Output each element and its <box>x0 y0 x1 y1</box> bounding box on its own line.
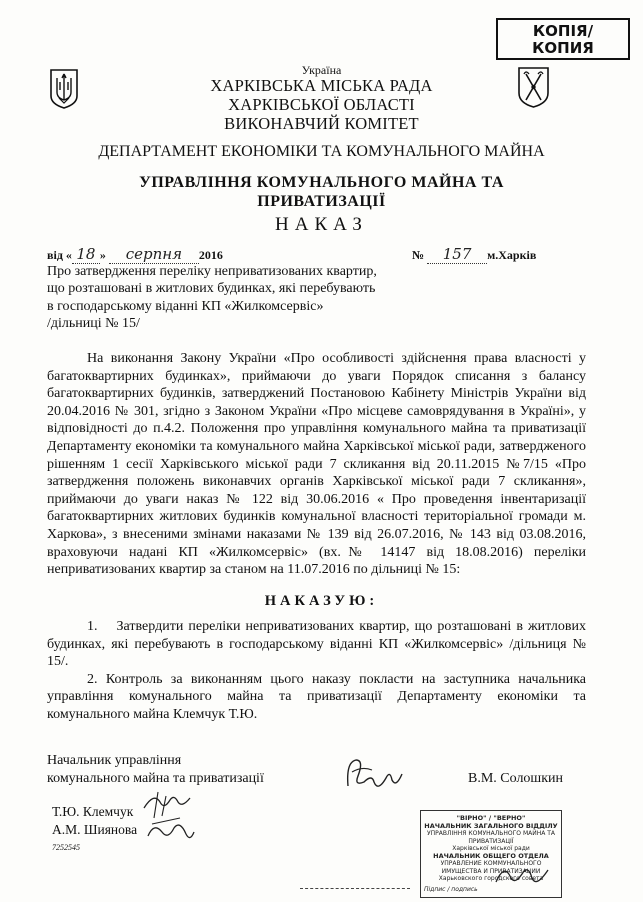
subject-line: що розташовані в житлових будинках, які перебувають <box>47 281 376 297</box>
preamble-paragraph: На виконання Закону України «Про особливості здійснення права власності у багатоквартирних будинках», приймаючи до уваги Порядок списання з балансу багатоквартирних будинків, затверджений Постановою Кабінету Міністрів України від 20.04.2016 № 301, згідно з Законом України «Про місцеве самоврядування в Україні», у відповідності до п.4.2. Положення про управління комунального майна та приватизації Департаменту економіки та комунального майна Харківської міської ради, затвердженого рішенням 1 сесії Харківського міської ради 7 скликання від 20.11.2015 №7/15 «Про затвердження положень виконавчих органів Харківської міської ради 7 скликання», приймаючи до уваги наказ № 122 від 30.06.2016 « Про проведення інвентаризації багатоквартирних житлових будинків комунальної власності територіальної громади м. Харкова», з внесеними змінами наказами № 139 від 26.07.2016, № 143 від 03.08.2016, враховуючи надані КП «Жилкомсервіс» (вх.№ 14147 від 18.08.2016) переліки неприватизованих квартир за станом на 11.07.2016 по дільниці № 15: <box>47 351 586 578</box>
date-mid: » <box>99 248 106 262</box>
director-signature <box>342 752 406 796</box>
signatory-title <box>47 752 264 788</box>
stamp-line: "ВІРНО" / "ВЕРНО" <box>456 814 526 822</box>
number-value: 157 <box>427 245 487 264</box>
order-items <box>47 618 586 724</box>
order-item: 2. Контроль за виконанням цього наказу покласти на заступника начальника управління комунального майна та приватизації Департаменту економіки та комунального майна Клемчук Т.Ю. <box>47 671 586 722</box>
signatory-title-line: Начальник управління <box>47 753 182 768</box>
approval-name: А.М. Шиянова <box>52 822 138 837</box>
directorate-name: УПРАВЛІННЯ КОМУНАЛЬНОГО МАЙНА ТА ПРИВАТИЗАЦІЇ <box>139 174 504 210</box>
council-name <box>0 76 643 133</box>
department-name: ДЕПАРТАМЕНТ ЕКОНОМІКИ ТА КОМУНАЛЬНОГО МАЙНА <box>98 143 545 160</box>
order-heading: НАКАЗУЮ: <box>264 593 379 609</box>
subject-line: Про затвердження переліку неприватизованих квартир, <box>47 264 377 279</box>
document-number <box>412 245 536 264</box>
date-year: 2016 <box>198 248 223 262</box>
stamp-line: НАЧАЛЬНИК ЗАГАЛЬНОГО ВІДДІЛУ <box>424 821 558 830</box>
council-line: ХАРКІВСЬКА МІСЬКА РАДА <box>210 76 433 95</box>
stamp-line: Підпис / подпись <box>424 885 478 893</box>
signatory-name: В.М. Солошкин <box>468 771 563 786</box>
date-day: 18 <box>72 245 100 264</box>
stamp-line: УПРАВЛЕНИЕ КОММУНАЛЬНОГО ИМУЩЕСТВА И ПРИВАТИЗАЦИИ <box>440 860 542 875</box>
approvals <box>52 803 137 839</box>
divider <box>300 888 410 889</box>
document-date <box>47 245 223 264</box>
document-subject <box>47 263 377 332</box>
copy-stamp <box>496 18 630 60</box>
number-prefix: № <box>412 248 425 262</box>
council-line: ХАРКІВСЬКОЇ ОБЛАСТІ <box>228 95 415 114</box>
date-month: серпня <box>109 245 199 264</box>
stamp-signature <box>492 860 552 892</box>
registry-number: 7252545 <box>52 843 80 852</box>
subject-line: /дільниці № 15/ <box>47 315 140 331</box>
stamp-line: УПРАВЛІННЯ КОМУНАЛЬНОГО МАЙНА ТА ПРИВАТИЗАЦІЇ <box>426 830 556 845</box>
date-prefix: від « <box>47 248 72 262</box>
council-line: ВИКОНАВЧИЙ КОМІТЕТ <box>224 114 419 133</box>
stamp-line: Харьковского городского совета <box>438 875 544 882</box>
copy-stamp-line2: КОПИЯ <box>532 39 594 57</box>
order-item: 1. Затвердити переліки неприватизованих квартир, що розташовані в житлових будинках, які перебувають в господарському віданні КП «Жилкомсервіс» /дільниця № 15/. <box>47 619 586 670</box>
approval-signatures <box>140 788 198 850</box>
country-name: Україна <box>301 63 342 77</box>
signatory-title-line: комунального майна та приватизації <box>47 771 264 786</box>
copy-stamp-line1: КОПІЯ/ <box>532 22 594 40</box>
approval-name: Т.Ю. Клемчук <box>52 804 134 819</box>
stamp-line: НАЧАЛЬНИК ОБЩЕГО ОТДЕЛА <box>433 851 549 860</box>
subject-line: в господарському віданні КП «Жилкомсервіс» <box>47 298 324 314</box>
document-type: НАКАЗ <box>275 214 368 235</box>
document-place: м.Харків <box>487 248 537 262</box>
stamp-line: Харківської міської ради <box>452 845 530 852</box>
